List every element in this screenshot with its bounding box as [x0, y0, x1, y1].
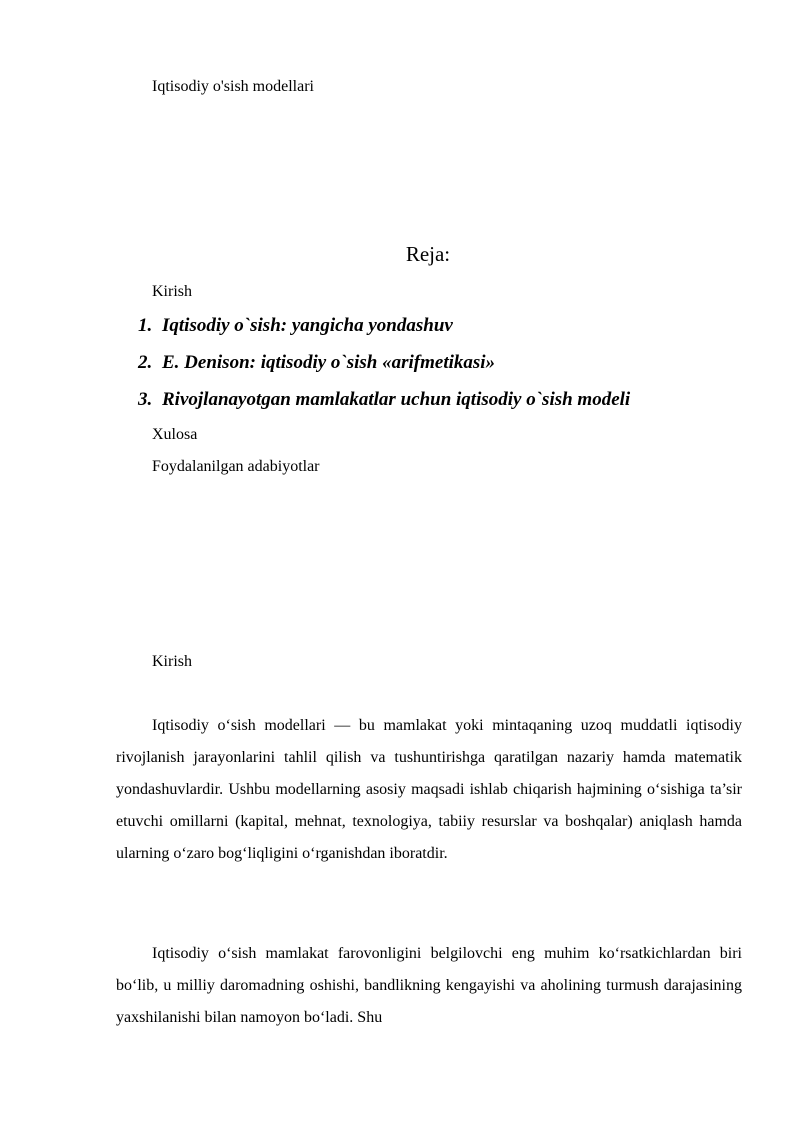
- plan-item: [138, 351, 495, 375]
- plan-item: [138, 314, 453, 338]
- body-paragraph: Iqtisodiy o‘sish modellari — bu mamlakat yoki mintaqaning uzoq muddatli iqtisodiy rivojlanish jarayonlarini tahlil qilish va tushuntirishga qaratilgan nazariy hamda matematik yondashuvlardir. Ushbu modellarning asosiy maqsadi ishlab chiqarish hajmining o‘sishiga ta’sir etuvchi omillarni (kapital, mehnat, texnologiya, tabiiy resurslar va boshqalar) aniqlash hamda ularning o‘zaro bog‘liqligini o‘rganishdan iboratdir.: [116, 717, 742, 862]
- document-title: Iqtisodiy o'sish modellari: [152, 78, 314, 95]
- plan-intro: Kirish: [152, 283, 192, 300]
- plan-item-number: 3.: [138, 389, 153, 410]
- plan-references: Foydalanilgan adabiyotlar: [152, 458, 320, 475]
- section-heading: Kirish: [152, 653, 192, 670]
- plan-item-number: 2.: [138, 352, 153, 373]
- plan-item: [138, 388, 630, 412]
- plan-conclusion: Xulosa: [152, 426, 198, 443]
- plan-item-number: 1.: [138, 315, 153, 336]
- plan-item-text: Rivojlanayotgan mamlakatlar uchun iqtisodiy o`sish modeli: [162, 389, 631, 410]
- plan-heading: Reja:: [405, 242, 451, 266]
- body-paragraph: Iqtisodiy o‘sish mamlakat farovonligini belgilovchi eng muhim ko‘rsatkichlardan biri bo‘lib, u milliy daromadning oshishi, bandlikning kengayishi va aholining turmush darajasining yaxshilanishi bilan namoyon bo‘ladi. Shu: [116, 945, 742, 1026]
- plan-item-text: E. Denison: iqtisodiy o`sish «arifmetikasi»: [162, 352, 496, 373]
- plan-item-text: Iqtisodiy o`sish: yangicha yondashuv: [162, 315, 453, 336]
